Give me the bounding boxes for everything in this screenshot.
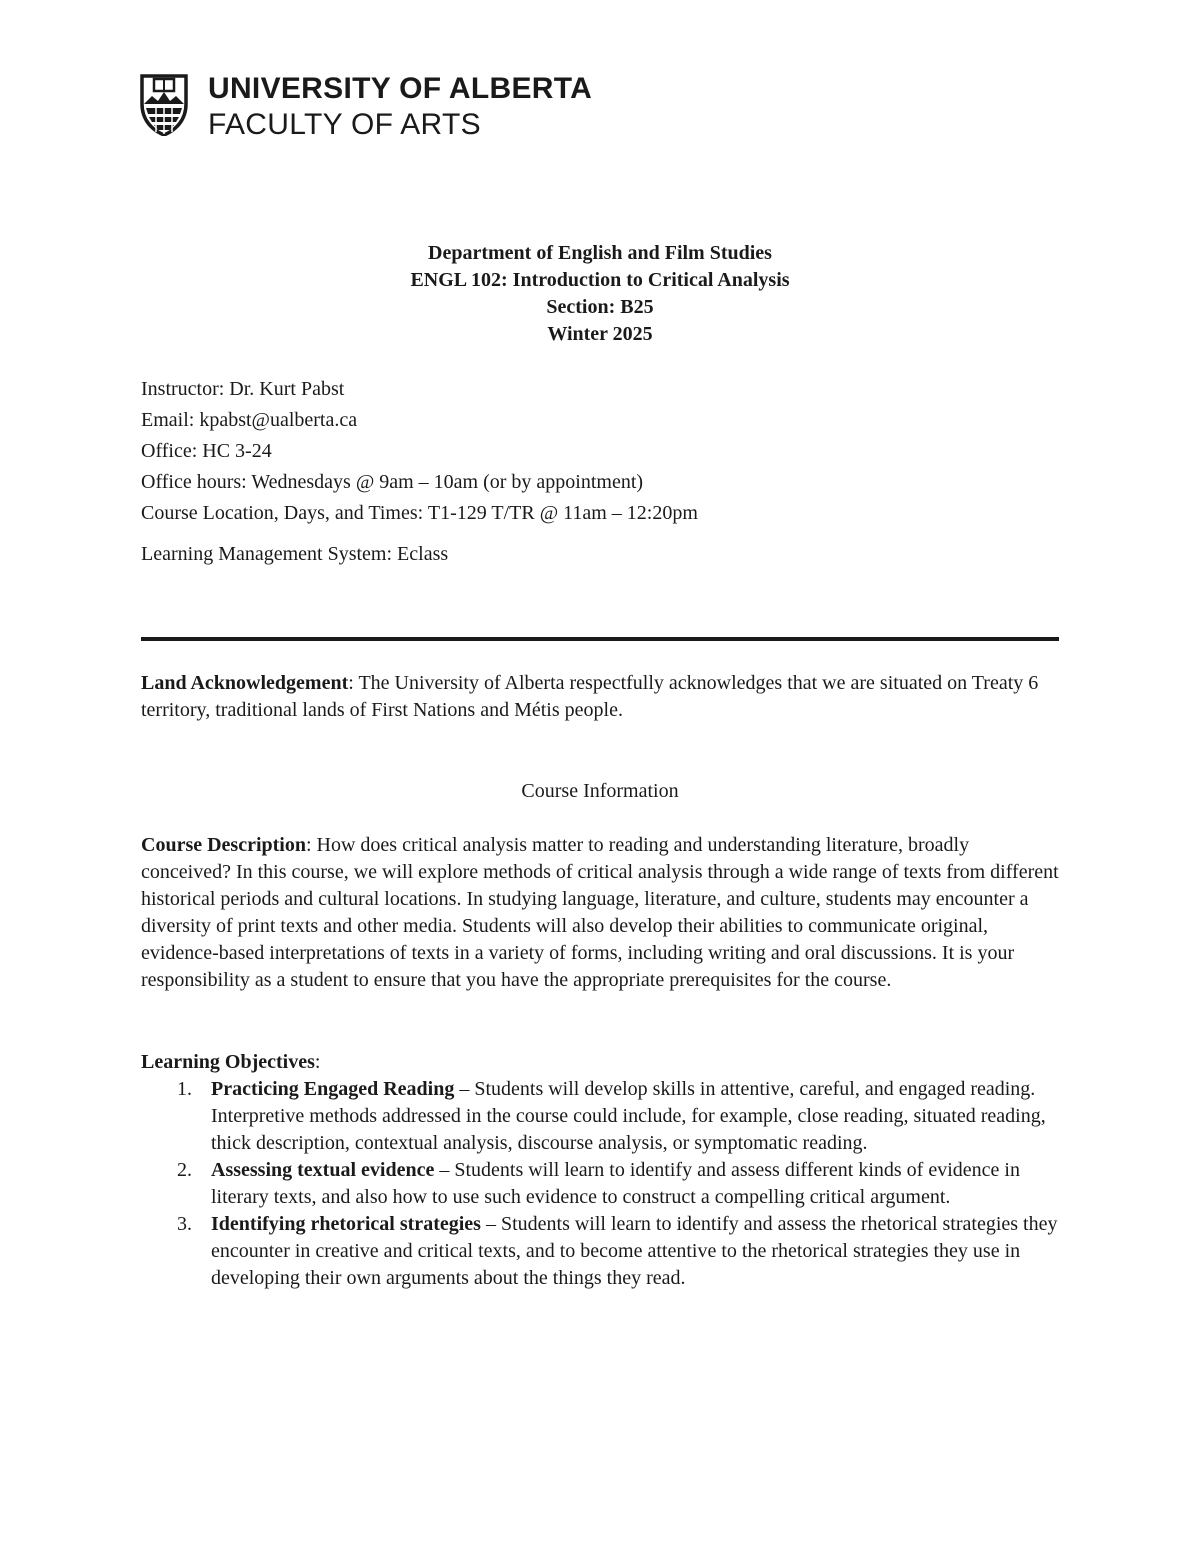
list-item-title: Assessing textual evidence	[211, 1159, 435, 1181]
list-item	[141, 1157, 1059, 1211]
course-information-heading: Course Information	[521, 780, 679, 802]
list-item-title: Identifying rhetorical strategies	[211, 1213, 481, 1235]
learning-objectives-label: Learning Objectives	[141, 1051, 315, 1073]
list-item	[141, 1211, 1059, 1292]
list-item-number: 3.	[177, 1213, 192, 1235]
course-description-text: : How does critical analysis matter to reading and understanding literature, broadly conceived? In this course, we will explore methods of critical analysis through a wide range of texts from different historical periods and cultural locations. In studying language, literature, and culture, students may encounter a diversity of print texts and other media. Students will also develop their abilities to communicate original, evidence-based interpretations of texts in a variety of forms, including writing and oral discussions. It is your responsibility as a student to ensure that you have the appropriate prerequisites for the course.	[141, 834, 1059, 991]
list-item	[141, 1076, 1059, 1157]
list-item-text: – Students will develop skills in attentive, careful, and engaged reading. Interpretive methods addressed in the course could include, for example, close reading, situated reading, thick description, contextual analysis, discourse analysis, or symptomatic reading.	[211, 1078, 1046, 1154]
list-item-title: Practicing Engaged Reading	[211, 1078, 455, 1100]
list-item-text: – Students will learn to identify and assess the rhetorical strategies they encounter in creative and critical texts, and to become attentive to the rhetorical strategies they use in developing their own arguments about the things they read.	[211, 1213, 1058, 1289]
university-logo	[140, 70, 593, 141]
learning-objectives-heading	[141, 1049, 1059, 1076]
list-item-number: 1.	[177, 1078, 192, 1100]
course-title: ENGL 102: Introduction to Critical Analysis	[410, 269, 790, 291]
logo-wordmark	[208, 70, 592, 140]
course-description-label: Course Description	[141, 834, 306, 856]
land-acknowledgement-label: Land Acknowledgement	[141, 672, 349, 694]
lms-line: Learning Management System: Eclass	[141, 543, 449, 565]
university-crest-icon	[140, 70, 188, 136]
location-line: Course Location, Days, and Times: T1-129 T/TR @ 11am – 12:20pm	[141, 502, 698, 524]
course-description	[141, 832, 1059, 994]
list-item-number: 2.	[177, 1159, 192, 1181]
course-info-block	[141, 374, 698, 570]
learning-objectives-list	[141, 1076, 1059, 1292]
email-line: Email: kpabst@ualberta.ca	[141, 409, 358, 431]
logo-faculty-name: FACULTY OF ARTS	[208, 108, 481, 141]
learning-objectives-colon: :	[314, 1051, 321, 1073]
horizontal-divider	[141, 637, 1059, 641]
department-title: Department of English and Film Studies	[428, 242, 772, 264]
term-title: Winter 2025	[547, 323, 653, 345]
section-title: Section: B25	[546, 296, 654, 318]
land-acknowledgement	[141, 670, 1059, 724]
office-hours-line: Office hours: Wednesdays @ 9am – 10am (or by appointment)	[141, 471, 644, 493]
land-acknowledgement-text: : The University of Alberta respectfully acknowledges that we are situated on Treaty 6 territory, traditional lands of First Nations and Métis people.	[141, 672, 1039, 721]
list-item-text: – Students will learn to identify and assess different kinds of evidence in literary texts, and also how to use such evidence to construct a compelling critical argument.	[211, 1159, 1020, 1208]
office-line: Office: HC 3-24	[141, 440, 272, 462]
logo-university-name: UNIVERSITY OF ALBERTA	[208, 72, 593, 105]
instructor-line: Instructor: Dr. Kurt Pabst	[141, 378, 345, 400]
course-title-block	[0, 240, 1200, 348]
